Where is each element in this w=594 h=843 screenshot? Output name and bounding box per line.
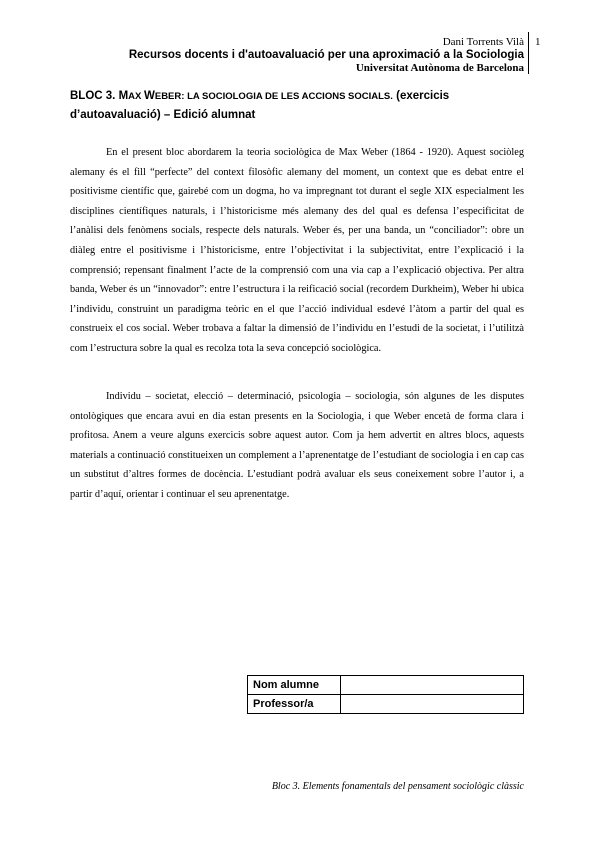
section-heading: [70, 87, 530, 124]
heading-author-ax: AX: [128, 91, 144, 102]
header-divider: [528, 32, 529, 74]
table-row: [248, 676, 524, 695]
heading-prefix: BLOC 3.: [70, 90, 119, 102]
intro-paragraph: En el present bloc abordarem la teoria sociològica de Max Weber (1864 - 1920). Aquest sociòleg alemany és el fill “perfecte” del context filosòfic alemany del moment, un context que es debat entre el positivisme científic que, gairebé com un dogma, ho va impregnant tot durant el segle XIX especialment les disciplines científiques naturals, i l’historicisme més alemany des del qual es defensa l’especificitat de l’anàlisi dels fenòmens socials, respecte dels naturals. Weber és, per una banda, un “conciliador”: obre un diàleg entre el positivisme i l’historicisme, entre l’objectivitat i la subjectivitat, entre l’explicació i la comprensió; repensant finalment l’acte de la comprensió com una via cap a l’explicació objectiva. Per altra banda, Weber és un “innovador”: entre l’estructura i la reificació social (recordem Durkheim), Weber hi ubica l’individu, construint un paradigma teòric en el que l’acció individual esdevé l’àtom a partir del qual es construeix el cos social. Weber trobava a faltar la dimensió de l’individu en l’estudi de la societat, i l’utilitzà com l’estructura sobre la qual es recolza tota la seva concepció sociològica.: [70, 147, 524, 354]
heading-author-w: W: [144, 90, 155, 102]
header-university: Universitat Autònoma de Barcelona: [355, 62, 524, 74]
heading-author-m: M: [118, 90, 129, 102]
teacher-field[interactable]: [341, 695, 524, 714]
header-title: Recursos docents i d'autoavaluació per una aproximació a la Sociologia: [128, 49, 524, 61]
student-name-field[interactable]: [341, 676, 524, 695]
teacher-label: Professor/a: [248, 695, 341, 714]
student-info-table: [247, 675, 524, 714]
second-paragraph: Individu – societat, elecció – determinació, psicologia – sociologia, són algunes de les disputes ontològiques que encara avui en dia estan presents en la Sociologia, i que Weber encetà de forma clara i profitosa. Anem a veure alguns exercicis sobre aquest autor. Com ja hem advertit en altres blocs, aquests materials a continuació constitueixen un complement a l’aprenentatge de l’estudiant de sociologia i en cap cas un substitut d’altres formes de docència. L’estudiant podrà avaluar els seus coneixement sobre l’autor i, a partir d’aquí, orientar i continuar el seu aprenentatge.: [70, 391, 524, 500]
page-header: [54, 36, 524, 75]
header-author: Dani Torrents Vilà: [442, 36, 524, 48]
heading-suffix: (exercicis d’autoavaluació) – Edició alumnat: [70, 90, 450, 121]
page-number: 1: [535, 36, 541, 48]
student-name-label: Nom alumne: [248, 676, 341, 695]
heading-author-eber: EBER:: [154, 91, 188, 102]
page-footer: Bloc 3. Elements fonamentals del pensament sociològic clàssic: [271, 781, 524, 792]
table-row: [248, 695, 524, 714]
heading-subtitle: LA SOCIOLOGIA DE LES ACCIONS SOCIALS.: [187, 91, 393, 102]
